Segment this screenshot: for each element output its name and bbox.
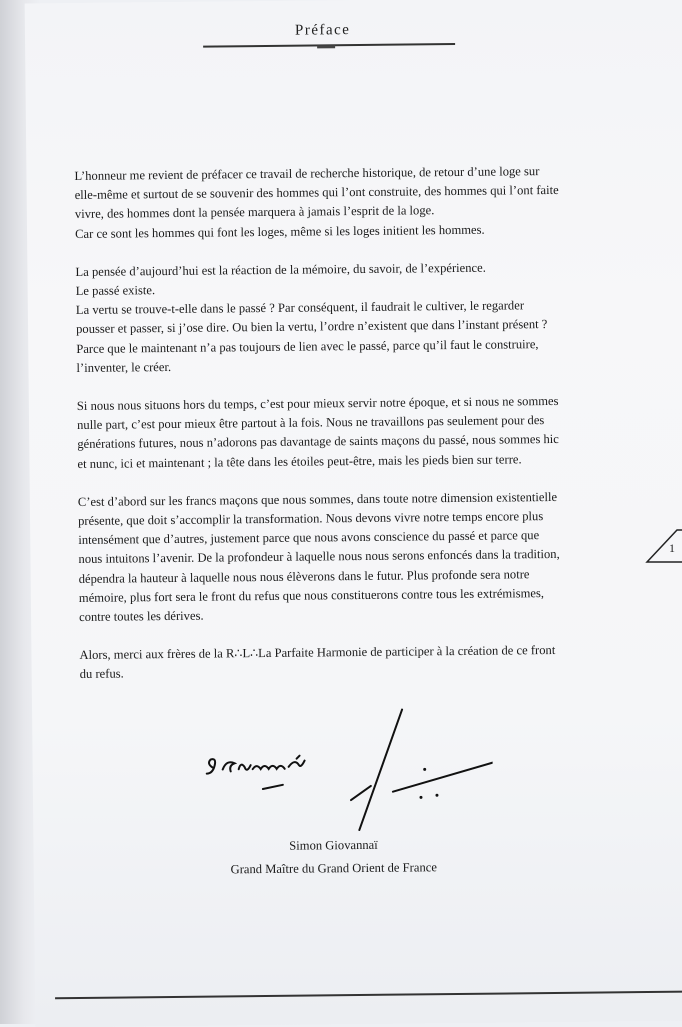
text-line: intensément que d’autres, justement parce que nous avons conscience du passé et parce que — [78, 528, 540, 548]
page-number: 1 — [669, 541, 675, 555]
text-line: l’inventer, le créer. — [76, 359, 172, 375]
paragraph-1 — [74, 161, 603, 243]
text-line: Car ce sont les hommes qui font les loges, même si les loges initient les hommes. — [74, 222, 485, 241]
text-line: L’honneur me revient de préfacer ce travail de recherche historique, de retour d’une loge sur — [74, 164, 540, 183]
text-line: Parce que le maintenant n’a pas toujours de lien avec le passé, parce qu’il faut le construire, — [76, 336, 539, 356]
signer-name: Simon Giovannaï — [289, 837, 378, 853]
text-line: présente, que doit s’accomplir la transformation. Nous devons vivre notre temps encore plus — [78, 509, 544, 528]
text-line: C’est d’abord sur les francs maçons que nous sommes, dans toute notre dimension existentielle — [77, 489, 558, 509]
page-header-title: Préface — [294, 22, 351, 39]
text-line: contre toutes les dérives. — [79, 608, 204, 625]
handwritten-signature — [192, 705, 493, 838]
paragraph-5 — [79, 641, 607, 685]
paragraph-4 — [78, 487, 607, 627]
page-number-triangle — [645, 528, 682, 564]
text-line: La vertu se trouve-t-elle dans le passé ? Par conséquent, il faudrait le cultiver, le regarder — [75, 298, 525, 318]
text-line: pousser et passer, si j’ose dire. Ou bien la vertu, l’ordre n’existent que dans l’instant présent ? — [75, 317, 548, 337]
preface-body — [74, 161, 608, 703]
text-line: générations futures, nous n’adorons pas davantage de saints maçons du passé, nous sommes hic — [77, 432, 559, 452]
document-page — [25, 0, 682, 1027]
signer-title: Grand Maître du Grand Orient de France — [230, 860, 437, 877]
text-line: et nunc, ici et maintenant ; la tête dans les étoiles peut-être, mais les pieds bien sur terre. — [77, 451, 522, 471]
text-line: Si nous nous situons hors du temps, c’est pour mieux servir notre époque, et si nous ne sommes — [76, 393, 559, 413]
text-line: La pensée d’aujourd’hui est la réaction de la mémoire, du savoir, de l’expérience. — [75, 260, 486, 279]
text-line: Alors, merci aux frères de la R∴L∴La Parfaite Harmonie de participer à la création de ce front — [79, 643, 556, 663]
text-line: Le passé existe. — [75, 283, 156, 298]
paragraph-3 — [77, 391, 606, 473]
text-line: elle-même et surtout de se souvenir des hommes qui l’ont construite, des hommes qui l’ont faite — [74, 183, 559, 203]
header-mark — [317, 45, 335, 48]
text-line: dépendra la hauteur à laquelle nous nous élèverons dans le futur. Plus profonde sera notre — [78, 566, 530, 586]
text-line: nous intuitons l’avenir. De la profondeur à laquelle nous nous serons enfoncés dans la tradition, — [78, 547, 560, 567]
text-line: nulle part, c’est pour mieux être partout à la fois. Nous ne travaillons pas seulement pour des — [77, 413, 545, 433]
text-line: vivre, des hommes dont la pensée marquera à jamais l’esprit de la loge. — [74, 203, 435, 222]
text-line: du refus. — [79, 666, 124, 682]
text-line: mémoire, plus fort sera le front du refus que nous constituerons contre tous les extrémismes, — [78, 585, 545, 605]
footer-rule — [55, 991, 682, 1000]
paragraph-2 — [75, 257, 604, 378]
